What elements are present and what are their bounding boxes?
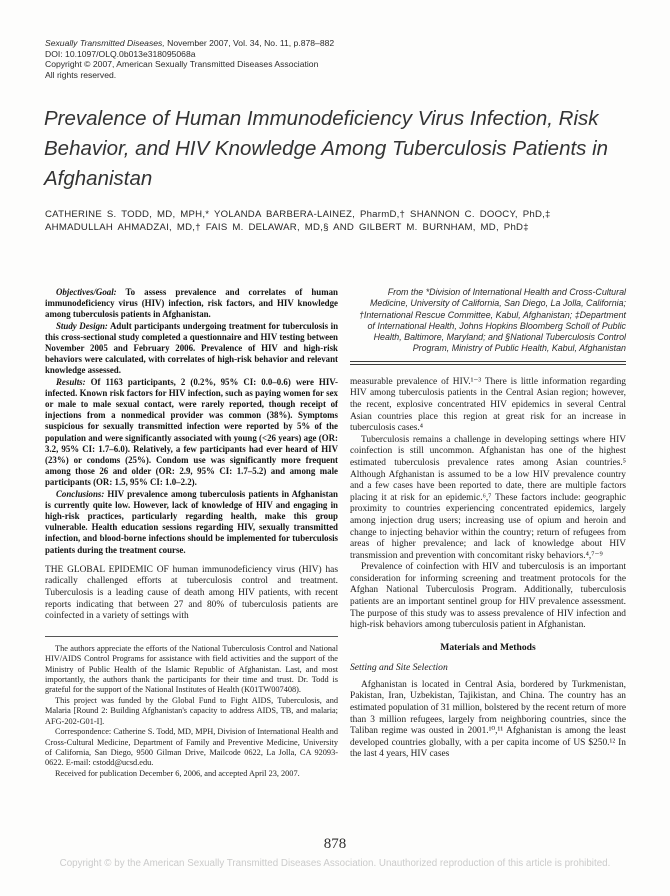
body-paragraph-3: Prevalence of coinfection with HIV and tuberculosis is an important consideration for informing screening and treatment protocols for the Afghan National Tuberculosis Program. Additionally, tuberculosis patients are an important sentinel group for HIV prevalence assessment. The purpose of this study was to assess prevalence of HIV infection and high-risk behaviors among tuberculosis patient in Afghanistan. [350, 562, 626, 631]
authors-line-2: AHMADULLAH AHMADZAI, MD,† FAIS M. DELAWAR, MD,§ AND GILBERT M. BURNHAM, MD, PhD‡ [45, 222, 529, 233]
subsection-heading-setting-site: Setting and Site Selection [350, 661, 448, 673]
copyright-footer: Copyright © by the American Sexually Transmitted Diseases Association. Unauthorized reproduction of this article is prohibited. [59, 858, 611, 869]
abstract-conclusions-label: Conclusions: [56, 488, 105, 499]
abstract-results-label: Results: [56, 376, 86, 387]
abstract-conclusions-text: HIV prevalence among tuberculosis patients in Afghanistan is currently quite low. However, lack of knowledge of HIV and engaging in high-risk practices, particularly regarding health, make this group vulnerable. Health education sessions regarding HIV, sexually transmitted infection, and blood-borne infections should be implemented for tuberculosis patients during the treatment course. [45, 488, 338, 555]
abstract-objectives [45, 287, 338, 321]
affiliation-divider-rule [350, 361, 626, 365]
doi-line: DOI: 10.1097/OLQ.0b013e318095068a [45, 48, 196, 59]
body-paragraph-4: Afghanistan is located in Central Asia, bordered by Turkmenistan, Pakistan, Iran, Uzbekistan, Tajikistan, and China. The country has an estimated population of 31 million, bolstered by the recent return of more than 3 million refugees, largely from neighboring countries, since the Taliban regime was ousted in 2001.¹⁰,¹¹ Afghanistan is among the least developed countries globally, with a per capita income of US $250.¹² In the last 4 years, HIV cases [350, 679, 626, 760]
introduction-paragraph: THE GLOBAL EPIDEMIC OF human immunodeficiency virus (HIV) has radically challenged efforts at tuberculosis control and treatment. Tuberculosis is a leading cause of death among HIV patients, with recent reports indicating that between 27 and 80% of tuberculosis patients are coinfected in a variety of settings with [45, 564, 338, 622]
footnote-funding: This project was funded by the Global Fund to Fight AIDS, Tuberculosis, and Malaria [Round 2: Building Afghanistan's capacity to address AIDS, TB, and malaria; AFG-202-G01-I]. [45, 695, 338, 726]
body-paragraph-2: Tuberculosis remains a challenge in developing settings where HIV coinfection is still uncommon. Afghanistan has one of the highest estimated tuberculosis prevalence rates among Asian countries.⁵ Although Afghanistan is assumed to be a low HIV prevalence country and a few cases have been reported to date, there are multiple factors placing it at risk for an epidemic.⁶,⁷ These factors include: geographic proximity to countries experiencing concentrated epidemics, largely among injection drug users; increasing use of opium and heroin and change to injecting behavior within the country; return of refugees from areas of higher prevalence; and lack of knowledge about HIV transmission and prevention with concomitant risky behaviors.⁴,⁷⁻⁹ [350, 434, 626, 561]
abstract [45, 287, 338, 556]
article-title: Prevalence of Human Immunodeficiency Virus Infection, Risk Behavior, and HIV Knowledge Among Tuberculosis Patients in Afghanistan [44, 107, 609, 190]
copyright-line: Copyright © 2007, American Sexually Transmitted Diseases Association [45, 59, 319, 70]
two-column-body [45, 287, 626, 779]
authors-line-1: CATHERINE S. TODD, MD, MPH,* YOLANDA BARBERA-LAINEZ, PharmD,† SHANNON C. DOOCY, PhD,‡ [45, 209, 551, 220]
footnote-correspondence: Correspondence: Catherine S. Todd, MD, MPH, Division of International Health and Cross-Cultural Medicine, Department of Family and Preventive Medicine, University of California, San Diego, 9500 Gilman Drive, Mailcode 0622, La Jolla, CA 92093-0622. E-mail: cstodd@ucsd.edu. [45, 727, 338, 768]
footnote-received-dates: Received for publication December 6, 2006, and accepted April 23, 2007. [55, 768, 300, 778]
abstract-objectives-text: To assess prevalence and correlates of human immunodeficiency virus (HIV) infection, risk factors, and HIV knowledge among tuberculosis patients in Afghanistan. [45, 287, 338, 320]
journal-citation-line [45, 38, 605, 49]
rights-line: All rights reserved. [45, 69, 117, 80]
journal-name: Sexually Transmitted Diseases, [45, 38, 165, 48]
footnote-block [45, 636, 338, 779]
abstract-study-design-label: Study Design: [56, 320, 108, 331]
abstract-objectives-label: Objectives/Goal: [56, 287, 117, 297]
abstract-results [45, 377, 338, 489]
journal-issue-info: November 2007, Vol. 34, No. 11, p.878–882 [164, 38, 335, 48]
page-number: 878 [323, 836, 347, 852]
footnote-acknowledgments: The authors appreciate the efforts of the National Tuberculosis Control and National HIV/AIDS Control Programs for assistance with field activities and the support of the Ministry of Public Health of the Islamic Republic of Afghanistan. Last, and most importantly, the authors thank the participants for their time and trust. Dr. Todd is grateful for the support of the National Institutes of Health (K01TW007408). [45, 643, 338, 695]
left-column [45, 287, 338, 779]
authors-block [45, 208, 630, 234]
abstract-study-design-text: Adult participants undergoing treatment for tuberculosis in this cross-sectional study completed a questionnaire and HIV testing between November 2005 and February 2006. Prevalence of HIV and high-risk behaviors were calculated, with correlates of high-risk behavior and relevant knowledge assessed. [45, 320, 339, 376]
abstract-study-design [45, 321, 338, 377]
abstract-results-text: Of 1163 participants, 2 (0.2%, 95% CI: 0.0–0.6) were HIV-infected. Known risk factors for HIV infection, such as paying women for sex or male to male sexual contact, were rarely reported, though receipt of injections from a nonmedical provider was common (38%). Symptoms suspicious for sexually transmitted infection were reported by 5% of the population and were significantly associated with young (<26 years) age (OR: 3.2, 95% CI: 1.7–6.0). Relatively, a few participants had ever heard of HIV (23%) or condoms (25%). Condom use was significantly more frequent among those 26 and older (OR: 2.9, 95% CI: 1.7–5.2) and among male participants (OR: 1.5, 95% CI: 1.0–2.2). [45, 376, 338, 488]
section-heading-materials-methods: Materials and Methods [440, 641, 536, 653]
body-paragraph-1: measurable prevalence of HIV.¹⁻³ There is little information regarding HIV among tuberculosis patients in the Central Asian region; however, the recent, explosive concentrated HIV epidemics in several Central Asian countries place this region at great risk for an increase in tuberculosis cases.⁴ [350, 376, 626, 434]
affiliation-block: From the *Division of International Health and Cross-Cultural Medicine, University of California, San Diego, La Jolla, California; †International Rescue Committee, Kabul, Afghanistan; ‡Department of International Health, Johns Hopkins Bloomberg Scholl of Public Health, Baltimore, Maryland; and §National Tuberculosis Control Program, Ministry of Public Health, Kabul, Afghanistan [358, 287, 626, 354]
right-column [350, 287, 626, 779]
journal-header-meta [45, 38, 605, 80]
abstract-conclusions [45, 489, 338, 556]
